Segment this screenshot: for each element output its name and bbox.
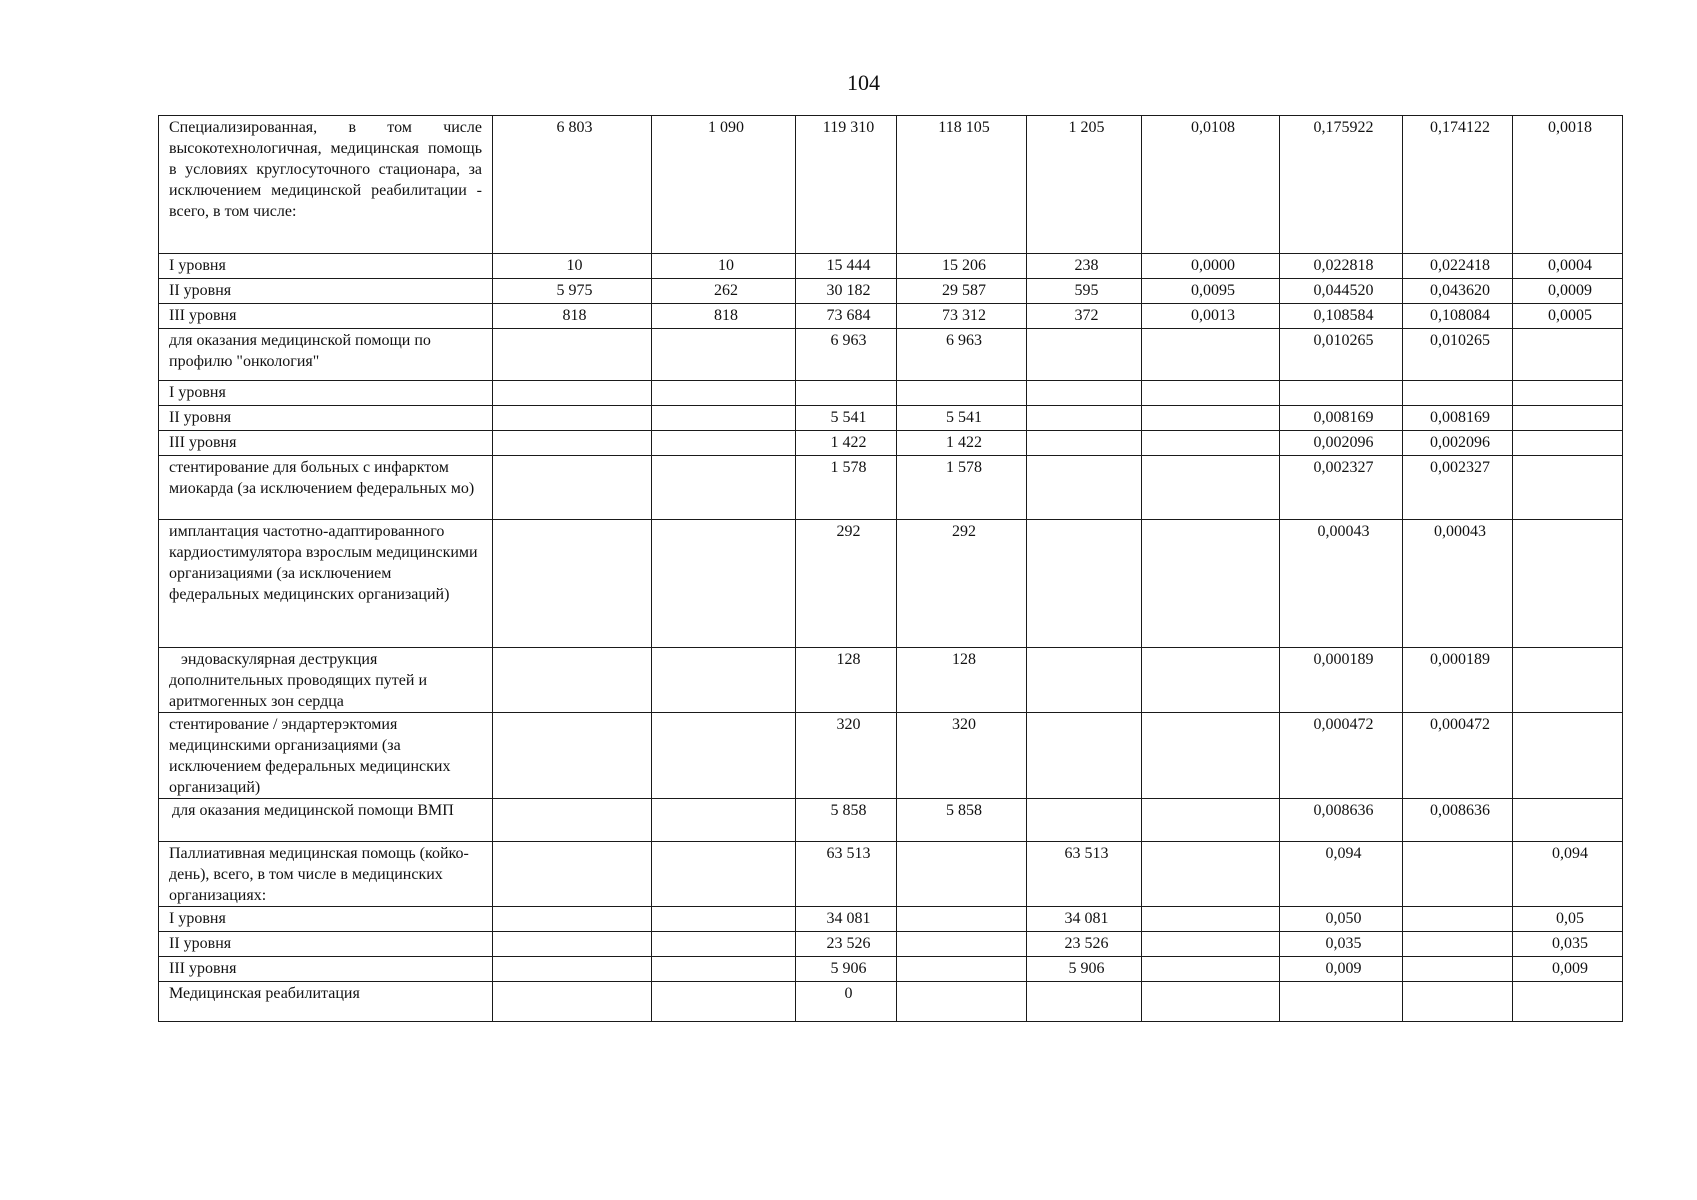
table-row: [159, 406, 1623, 431]
table-cell: [1403, 982, 1513, 1022]
table-cell: [652, 329, 796, 381]
table-cell: [493, 713, 652, 799]
row-label: имплантация частотно-адаптированного кардиостимулятора взрослым медицинскими организациями (за исключением федеральных медицинских организаций): [159, 520, 493, 648]
table-cell: 0,108584: [1280, 304, 1403, 329]
row-label: I уровня: [159, 254, 493, 279]
table-cell: 0,000189: [1403, 648, 1513, 713]
table-row: [159, 431, 1623, 456]
table-cell: [1513, 381, 1623, 406]
table-cell: [493, 431, 652, 456]
table-cell: 818: [493, 304, 652, 329]
table-cell: 0,002096: [1280, 431, 1403, 456]
table-row: [159, 254, 1623, 279]
table-cell: 23 526: [1027, 932, 1142, 957]
table-row: [159, 982, 1623, 1022]
table-cell: 0,010265: [1403, 329, 1513, 381]
table-cell: 119 310: [796, 116, 897, 254]
row-label: I уровня: [159, 907, 493, 932]
table-cell: 0,108084: [1403, 304, 1513, 329]
table-cell: 63 513: [1027, 842, 1142, 907]
table-cell: 0,044520: [1280, 279, 1403, 304]
table-cell: [493, 456, 652, 520]
table-cell: 372: [1027, 304, 1142, 329]
table-cell: 0,094: [1513, 842, 1623, 907]
row-label: Паллиативная медицинская помощь (койко-день), всего, в том числе в медицинских организациях:: [159, 842, 493, 907]
table-cell: [493, 907, 652, 932]
table-cell: 5 975: [493, 279, 652, 304]
table-cell: [1027, 799, 1142, 842]
table-cell: [1280, 381, 1403, 406]
table-cell: 128: [796, 648, 897, 713]
table-cell: [652, 799, 796, 842]
table-cell: [493, 406, 652, 431]
table-cell: [1403, 842, 1513, 907]
row-label: эндоваскулярная деструкция дополнительных проводящих путей и аритмогенных зон сердца: [159, 648, 493, 713]
table-cell: 0,175922: [1280, 116, 1403, 254]
table-cell: 6 963: [796, 329, 897, 381]
table-cell: 0,043620: [1403, 279, 1513, 304]
table-cell: [1513, 520, 1623, 648]
table-cell: 5 858: [796, 799, 897, 842]
table-cell: [1142, 406, 1280, 431]
table-cell: 595: [1027, 279, 1142, 304]
table-cell: [897, 381, 1027, 406]
table-cell: [493, 842, 652, 907]
table-cell: [652, 431, 796, 456]
table-cell: [1280, 982, 1403, 1022]
table-cell: 0,022818: [1280, 254, 1403, 279]
table-cell: [493, 381, 652, 406]
table-cell: 128: [897, 648, 1027, 713]
table-cell: 23 526: [796, 932, 897, 957]
table-cell: 1 090: [652, 116, 796, 254]
row-label: III уровня: [159, 957, 493, 982]
table-cell: [897, 957, 1027, 982]
table-cell: 6 963: [897, 329, 1027, 381]
table-cell: [652, 932, 796, 957]
table-cell: 10: [493, 254, 652, 279]
table-cell: 292: [897, 520, 1027, 648]
table-cell: [1142, 329, 1280, 381]
table-cell: [897, 932, 1027, 957]
table-cell: 34 081: [1027, 907, 1142, 932]
table-cell: [897, 982, 1027, 1022]
table-cell: [1142, 456, 1280, 520]
table-cell: [1513, 982, 1623, 1022]
table-cell: 0,00043: [1403, 520, 1513, 648]
table-cell: [652, 713, 796, 799]
table-cell: 292: [796, 520, 897, 648]
table-cell: 0,022418: [1403, 254, 1513, 279]
table-cell: 0,0018: [1513, 116, 1623, 254]
table-cell: 15 444: [796, 254, 897, 279]
table-cell: 0,009: [1280, 957, 1403, 982]
table-cell: 0,0004: [1513, 254, 1623, 279]
table-cell: [1142, 520, 1280, 648]
table-cell: 0,010265: [1280, 329, 1403, 381]
table-cell: 0,000472: [1280, 713, 1403, 799]
table-cell: [1403, 957, 1513, 982]
table-row: [159, 304, 1623, 329]
table-row: [159, 842, 1623, 907]
table-cell: 0,0009: [1513, 279, 1623, 304]
table-cell: 5 906: [1027, 957, 1142, 982]
table-cell: 73 312: [897, 304, 1027, 329]
table-cell: [897, 842, 1027, 907]
table-cell: 34 081: [796, 907, 897, 932]
table-cell: 6 803: [493, 116, 652, 254]
table-cell: 0,035: [1280, 932, 1403, 957]
table-cell: [1403, 932, 1513, 957]
table-cell: [1027, 713, 1142, 799]
table-cell: [1513, 406, 1623, 431]
row-label: стентирование / эндартерэктомия медицинскими организациями (за исключением федеральных медицинских организаций): [159, 713, 493, 799]
table-cell: [1142, 957, 1280, 982]
table-cell: [652, 957, 796, 982]
table-cell: [1027, 406, 1142, 431]
table-cell: [796, 381, 897, 406]
table-row: [159, 932, 1623, 957]
table-cell: [1027, 456, 1142, 520]
table-cell: [652, 907, 796, 932]
table-row: [159, 381, 1623, 406]
table-cell: [652, 381, 796, 406]
table-cell: [1142, 431, 1280, 456]
table-cell: 1 578: [897, 456, 1027, 520]
table-cell: 30 182: [796, 279, 897, 304]
table-cell: 15 206: [897, 254, 1027, 279]
table-cell: [1403, 907, 1513, 932]
table-cell: 0,008169: [1280, 406, 1403, 431]
table-cell: [1142, 907, 1280, 932]
row-label: для оказания медицинской помощи ВМП: [159, 799, 493, 842]
table-cell: 818: [652, 304, 796, 329]
table-cell: [493, 648, 652, 713]
table-row: [159, 957, 1623, 982]
table-cell: 10: [652, 254, 796, 279]
table-row: [159, 713, 1623, 799]
table-cell: 1 205: [1027, 116, 1142, 254]
table-cell: 0,094: [1280, 842, 1403, 907]
table-cell: 0: [796, 982, 897, 1022]
table-cell: 63 513: [796, 842, 897, 907]
table-cell: 320: [796, 713, 897, 799]
table-cell: 262: [652, 279, 796, 304]
table-cell: 0,008169: [1403, 406, 1513, 431]
table-row: [159, 329, 1623, 381]
table-cell: 0,050: [1280, 907, 1403, 932]
table-cell: 0,009: [1513, 957, 1623, 982]
table-row: [159, 520, 1623, 648]
table-cell: [1142, 648, 1280, 713]
table-row: [159, 116, 1623, 254]
table-row: [159, 907, 1623, 932]
table-cell: 320: [897, 713, 1027, 799]
table-cell: 238: [1027, 254, 1142, 279]
table-cell: [1142, 381, 1280, 406]
table-cell: [493, 799, 652, 842]
table-cell: [1513, 431, 1623, 456]
table-cell: [493, 932, 652, 957]
table-cell: [493, 957, 652, 982]
table-cell: [1513, 456, 1623, 520]
row-label: III уровня: [159, 304, 493, 329]
table-cell: 0,05: [1513, 907, 1623, 932]
table-cell: [1142, 932, 1280, 957]
table-cell: 0,0013: [1142, 304, 1280, 329]
table-cell: 0,174122: [1403, 116, 1513, 254]
table-cell: 0,000189: [1280, 648, 1403, 713]
table-cell: 5 541: [897, 406, 1027, 431]
row-label: II уровня: [159, 279, 493, 304]
table-row: [159, 279, 1623, 304]
row-label: Медицинская реабилитация: [159, 982, 493, 1022]
table-cell: 0,00043: [1280, 520, 1403, 648]
table-cell: 5 906: [796, 957, 897, 982]
table-cell: [493, 329, 652, 381]
table-cell: [652, 520, 796, 648]
table-row: [159, 456, 1623, 520]
table-cell: [1403, 381, 1513, 406]
table-cell: [1142, 799, 1280, 842]
table-cell: [1513, 648, 1623, 713]
table-cell: [1027, 520, 1142, 648]
page-number: 104: [847, 70, 880, 95]
row-label: для оказания медицинской помощи по профилю "онкология": [159, 329, 493, 381]
table-cell: [493, 982, 652, 1022]
table-cell: [652, 456, 796, 520]
data-table: [158, 115, 1623, 1022]
table-cell: 0,008636: [1403, 799, 1513, 842]
table-cell: [1513, 713, 1623, 799]
table-cell: 0,0000: [1142, 254, 1280, 279]
table-cell: 0,008636: [1280, 799, 1403, 842]
table-cell: 29 587: [897, 279, 1027, 304]
table-cell: [897, 907, 1027, 932]
table-cell: 0,000472: [1403, 713, 1513, 799]
table-cell: 1 578: [796, 456, 897, 520]
row-label: II уровня: [159, 406, 493, 431]
table-row: [159, 799, 1623, 842]
table-cell: [1027, 329, 1142, 381]
table-row: [159, 648, 1623, 713]
table-cell: [1027, 381, 1142, 406]
table-cell: [1142, 713, 1280, 799]
table-cell: 0,0108: [1142, 116, 1280, 254]
table-cell: [652, 982, 796, 1022]
table-cell: 5 541: [796, 406, 897, 431]
table-cell: 0,0005: [1513, 304, 1623, 329]
table-cell: 1 422: [796, 431, 897, 456]
table-cell: [1513, 329, 1623, 381]
table-cell: 0,002327: [1280, 456, 1403, 520]
row-label: I уровня: [159, 381, 493, 406]
table-cell: 0,002096: [1403, 431, 1513, 456]
table-cell: [1027, 982, 1142, 1022]
table-cell: [652, 842, 796, 907]
table-cell: 0,035: [1513, 932, 1623, 957]
table-cell: 118 105: [897, 116, 1027, 254]
table-cell: [1513, 799, 1623, 842]
table-cell: [1027, 431, 1142, 456]
table-cell: [652, 406, 796, 431]
table-cell: 0,002327: [1403, 456, 1513, 520]
table-cell: 0,0095: [1142, 279, 1280, 304]
table-cell: [1142, 842, 1280, 907]
row-label: II уровня: [159, 932, 493, 957]
row-label: Специализированная, в том числе высокотехнологичная, медицинская помощь в условиях круглосуточного стационара, за исключением медицинской реабилитации - всего, в том числе:: [159, 116, 493, 254]
table-cell: 73 684: [796, 304, 897, 329]
table-cell: 5 858: [897, 799, 1027, 842]
table-cell: 1 422: [897, 431, 1027, 456]
table-cell: [1027, 648, 1142, 713]
row-label: III уровня: [159, 431, 493, 456]
row-label: стентирование для больных с инфарктом миокарда (за исключением федеральных мо): [159, 456, 493, 520]
table-cell: [652, 648, 796, 713]
table-cell: [493, 520, 652, 648]
table-cell: [1142, 982, 1280, 1022]
